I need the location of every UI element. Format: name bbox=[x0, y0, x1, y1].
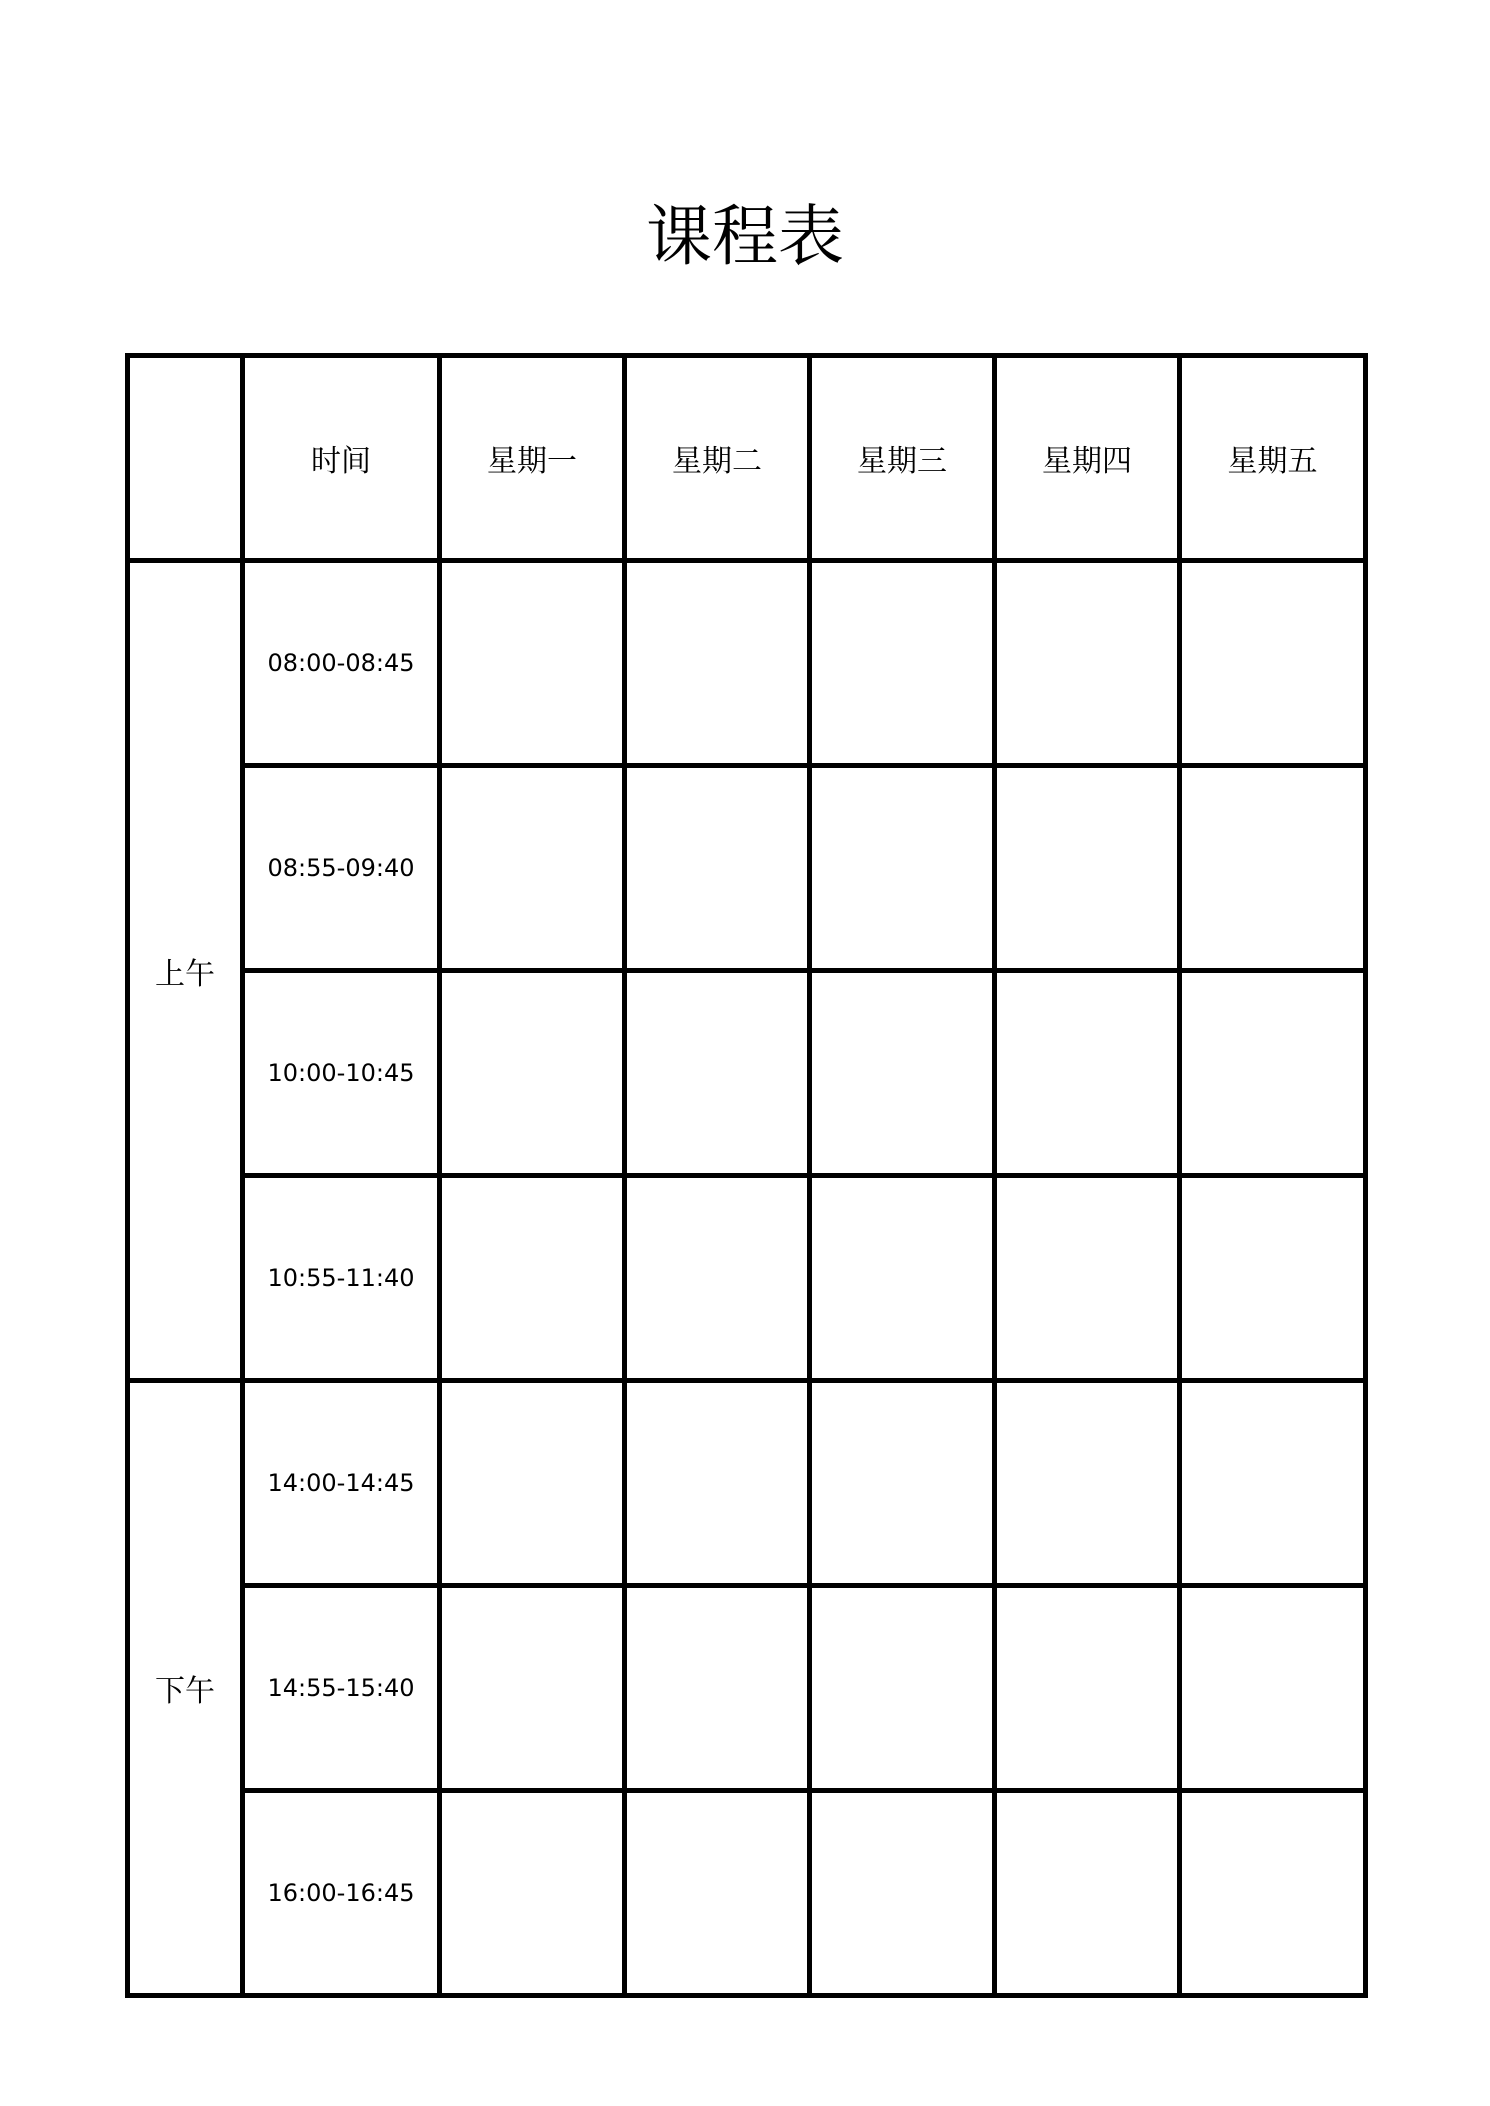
class-cell[interactable] bbox=[440, 1381, 625, 1586]
schedule-row bbox=[128, 971, 1366, 1176]
class-cell[interactable] bbox=[995, 766, 1180, 971]
schedule-row bbox=[128, 1381, 1366, 1586]
page-title: 课程表 bbox=[646, 198, 844, 275]
class-cell[interactable] bbox=[440, 971, 625, 1176]
class-cell[interactable] bbox=[1180, 1381, 1366, 1586]
class-cell[interactable] bbox=[625, 766, 810, 971]
day-header-wednesday: 星期三 bbox=[810, 356, 995, 561]
day-header-friday: 星期五 bbox=[1180, 356, 1366, 561]
class-cell[interactable] bbox=[1180, 766, 1366, 971]
time-slot: 08:00-08:45 bbox=[243, 561, 440, 766]
class-cell[interactable] bbox=[810, 766, 995, 971]
class-cell[interactable] bbox=[625, 561, 810, 766]
day-header-tuesday: 星期二 bbox=[625, 356, 810, 561]
class-cell[interactable] bbox=[1180, 561, 1366, 766]
class-cell[interactable] bbox=[995, 1791, 1180, 1996]
period-label-afternoon: 下午 bbox=[128, 1381, 243, 1996]
class-cell[interactable] bbox=[810, 1176, 995, 1381]
day-header-monday: 星期一 bbox=[440, 356, 625, 561]
class-cell[interactable] bbox=[625, 971, 810, 1176]
class-cell[interactable] bbox=[440, 561, 625, 766]
class-cell[interactable] bbox=[440, 766, 625, 971]
class-cell[interactable] bbox=[1180, 971, 1366, 1176]
period-label-morning: 上午 bbox=[128, 561, 243, 1381]
time-slot: 14:00-14:45 bbox=[243, 1381, 440, 1586]
class-cell[interactable] bbox=[810, 1791, 995, 1996]
class-cell[interactable] bbox=[995, 1176, 1180, 1381]
time-slot: 16:00-16:45 bbox=[243, 1791, 440, 1996]
schedule-row bbox=[128, 766, 1366, 971]
class-cell[interactable] bbox=[1180, 1176, 1366, 1381]
class-cell[interactable] bbox=[625, 1791, 810, 1996]
header-row bbox=[128, 356, 1366, 561]
time-slot: 08:55-09:40 bbox=[243, 766, 440, 971]
class-cell[interactable] bbox=[810, 1381, 995, 1586]
class-cell[interactable] bbox=[995, 1586, 1180, 1791]
schedule-row bbox=[128, 1791, 1366, 1996]
class-cell[interactable] bbox=[810, 1586, 995, 1791]
schedule-row bbox=[128, 1586, 1366, 1791]
class-cell[interactable] bbox=[440, 1791, 625, 1996]
class-cell[interactable] bbox=[995, 1381, 1180, 1586]
class-cell[interactable] bbox=[625, 1586, 810, 1791]
class-cell[interactable] bbox=[1180, 1791, 1366, 1996]
schedule-table bbox=[125, 353, 1368, 1998]
day-header-thursday: 星期四 bbox=[995, 356, 1180, 561]
time-slot: 14:55-15:40 bbox=[243, 1586, 440, 1791]
class-cell[interactable] bbox=[810, 561, 995, 766]
class-cell[interactable] bbox=[625, 1381, 810, 1586]
schedule-row bbox=[128, 1176, 1366, 1381]
class-cell[interactable] bbox=[995, 971, 1180, 1176]
time-column-header: 时间 bbox=[243, 356, 440, 561]
class-cell[interactable] bbox=[995, 561, 1180, 766]
class-cell[interactable] bbox=[1180, 1586, 1366, 1791]
class-cell[interactable] bbox=[440, 1586, 625, 1791]
time-slot: 10:55-11:40 bbox=[243, 1176, 440, 1381]
time-slot: 10:00-10:45 bbox=[243, 971, 440, 1176]
class-cell[interactable] bbox=[625, 1176, 810, 1381]
class-cell[interactable] bbox=[810, 971, 995, 1176]
corner-cell bbox=[128, 356, 243, 561]
class-cell[interactable] bbox=[440, 1176, 625, 1381]
schedule-row bbox=[128, 561, 1366, 766]
